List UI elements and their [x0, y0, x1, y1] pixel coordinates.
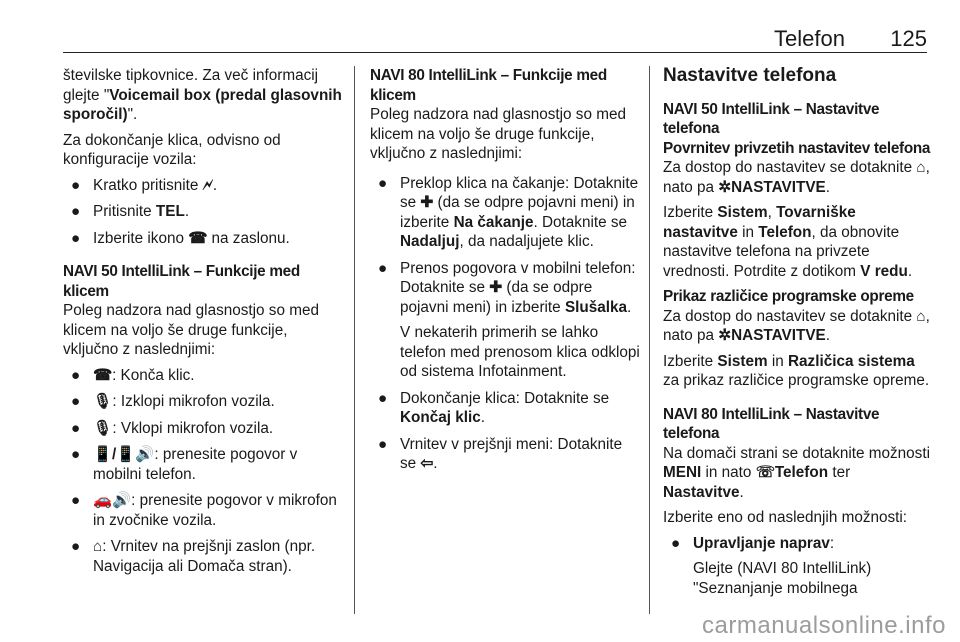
list-item: ● Preklop klica na čakanje: Dotaknite se ✚ (da se odpre pojavni meni) in izberite Na čakanje. Dotaknite se Nadaljuj, da nadaljujete klic. [378, 174, 639, 250]
back-arrow-icon: ⇦ [420, 455, 434, 472]
mobile-transfer-icon: 📱/📱🔊 [93, 446, 155, 463]
home-icon: ⌂ [916, 307, 926, 325]
gear-icon: ✲ [718, 327, 732, 344]
mic-on-icon: 🎙 [93, 419, 113, 437]
section-heading: NAVI 80 IntelliLink – Funkcije med klicem [370, 67, 607, 104]
voicemail-link[interactable]: Voicemail box (predal glasovnih sporočil) [63, 86, 342, 123]
column-divider [354, 66, 355, 614]
section-subheading: Prikaz različice programske opreme [663, 288, 914, 305]
paragraph: Izberite Sistem, Tovarniške nastavitve in Telefon, da obnovite nastavitve telefona na privzete vrednosti. Potrdite z dotikom V redu. [663, 204, 913, 280]
section-description: Poleg nadzora nad glasnostjo so med klicem na voljo še druge funkcije, vključno z naslednjimi: [370, 106, 626, 162]
phone-icon: ☏ [755, 464, 775, 481]
home-icon: ⌂ [93, 538, 103, 555]
section-subheading: Povrnitev privzetih nastavitev telefona [663, 139, 931, 157]
paragraph: Izberite Sistem in Različica sistema za prikaz različice programske opreme. [663, 352, 930, 389]
list-item: ● Izberite ikono ☎ na zaslonu. [71, 229, 290, 247]
section-heading: NAVI 80 IntelliLink – Nastavitve telefona [663, 405, 880, 442]
note-paragraph: V nekaterih primerih se lahko telefon med prenosom klica odklopi od sistema Infotainment. [400, 324, 640, 380]
car-speaker-icon: 🚗🔊 [93, 492, 132, 509]
page-number: 125 [890, 26, 927, 51]
plus-icon: ✚ [420, 194, 434, 211]
list-item: ● 🎙: Vklopi mikrofon vozila. [71, 419, 274, 437]
section-heading: NAVI 50 IntelliLink – Nastavitve telefona [663, 100, 880, 137]
page-title: Telefon [774, 26, 845, 51]
section-heading: NAVI 50 IntelliLink – Funkcije med klicem [63, 263, 300, 300]
intro-paragraph: številske tipkovnice. Za več informacij glejte "Voicemail box (predal glasovnih sporočil)". [63, 67, 342, 123]
list-item: ● ⌂: Vrnitev na prejšnji zaslon (npr. Navigacija ali Domača stran). [71, 538, 316, 575]
watermark: carmanualsonline.info [702, 612, 946, 639]
list-item: ● 🎙: Izklopi mikrofon vozila. [71, 393, 275, 410]
column-divider [649, 66, 650, 614]
list-item: ● Prenos pogovora v mobilni telefon: Dotaknite se ✚ (da se odpre pojavni meni) in izberite Slušalka. [378, 259, 636, 316]
plus-icon: ✚ [489, 279, 503, 296]
list-item: ● 🚗🔊: prenesite pogovor v mikrofon in zvočnike vozila. [71, 492, 337, 529]
column-2 [370, 66, 640, 481]
list-item: ● 📱/📱🔊: prenesite pogovor v mobilni telefon. [71, 446, 298, 483]
page-header [63, 0, 927, 53]
list-item: ● Upravljanje naprav: [671, 534, 835, 552]
phone-hangup-icon: ☎ [93, 366, 113, 384]
list-item: ● Kratko pritisnite 🗲. [71, 176, 218, 194]
phone-hangup-icon: ☎ [188, 229, 208, 247]
note-paragraph: Glejte (NAVI 80 IntelliLink) "Seznanjanje mobilnega [693, 560, 872, 597]
list-item: ● ☎: Konča klic. [71, 366, 195, 384]
column-1 [63, 66, 343, 583]
column-3 [663, 66, 933, 605]
paragraph: Za dostop do nastavitev se dotaknite ⌂, nato pa ✲NASTAVITVE. [663, 307, 930, 344]
paragraph: Za dostop do nastavitev se dotaknite ⌂, nato pa ✲NASTAVITVE. [663, 159, 930, 196]
section-title: Nastavitve telefona [663, 65, 837, 86]
paragraph: Na domači strani se dotaknite možnosti MENI in nato ☏Telefon ter Nastavitve. [663, 444, 930, 501]
list-item: ● Pritisnite TEL. [71, 203, 190, 220]
hang-up-key-icon: 🗲 [202, 176, 213, 194]
list-item: ● Vrnitev v prejšnji meni: Dotaknite se ⇦. [378, 435, 623, 472]
mic-off-icon: 🎙 [93, 393, 113, 410]
paragraph: Izberite eno od naslednjih možnosti: [663, 509, 908, 526]
end-call-paragraph: Za dokončanje klica, odvisno od konfiguracije vozila: [63, 131, 281, 168]
section-description: Poleg nadzora nad glasnostjo so med klicem na voljo še druge funkcije, vključno z naslednjimi: [63, 302, 319, 358]
home-icon: ⌂ [916, 159, 926, 176]
list-item: ● Dokončanje klica: Dotaknite se Končaj klic. [378, 389, 610, 426]
gear-icon: ✲ [718, 178, 732, 196]
